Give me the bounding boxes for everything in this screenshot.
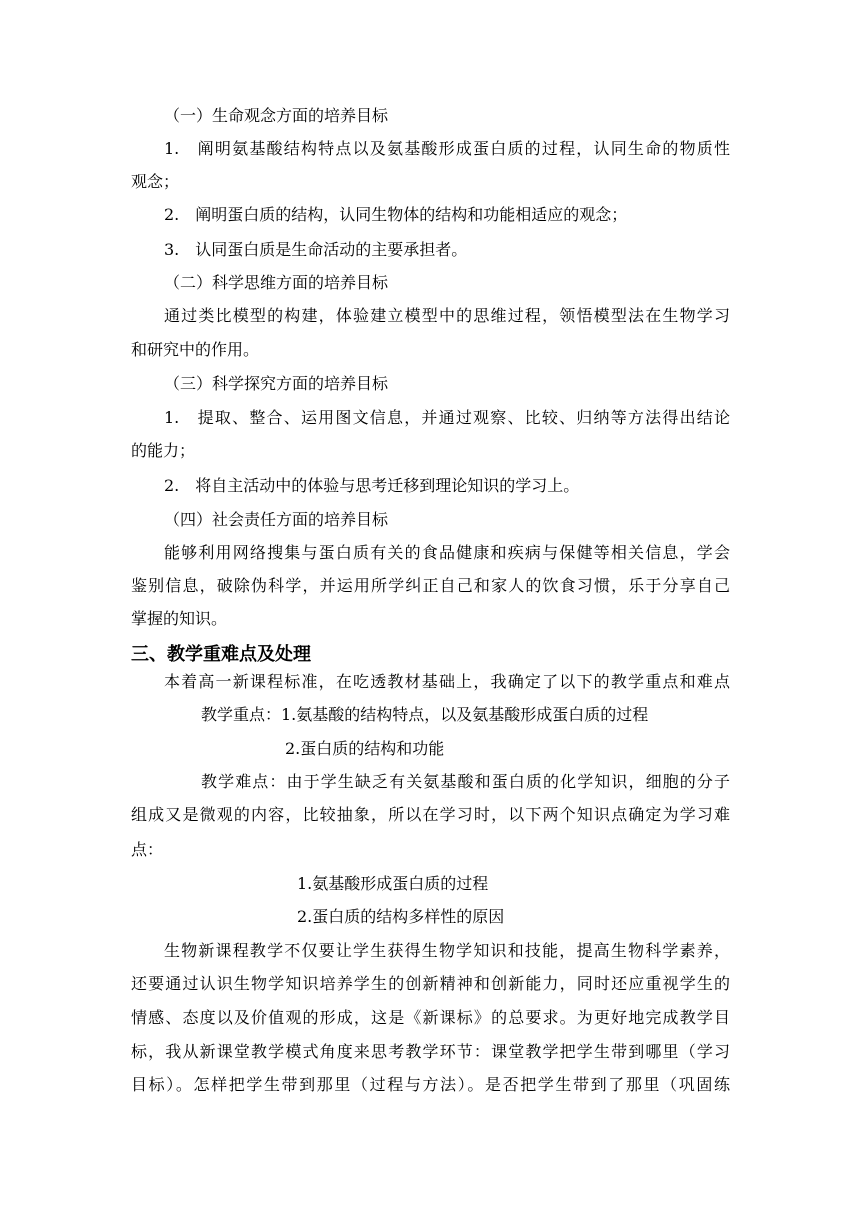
key-point-2: 2.蛋白质的结构和功能 [285, 739, 445, 758]
difficulty-text-end: 点： [131, 840, 164, 859]
difficulty-item-2: 2.蛋白质的结构多样性的原因 [297, 907, 505, 926]
part3-intro: 本着高一新课程标准，在吃透教材基础上，我确定了以下的教学重点和难点 [164, 672, 730, 691]
life-concept-item-1: 1. 阐明氨基酸结构特点以及氨基酸形成蛋白质的过程，认同生命的物质性 [164, 139, 730, 158]
scientific-inquiry-item-2: 2. 将自主活动中的体验与思考迁移到理论知识的学习上。 [164, 476, 580, 495]
summary-paragraph-line-3: 情感、态度以及价值观的形成，这是《新课标》的总要求。为更好地完成教学目 [131, 1008, 730, 1027]
summary-paragraph-line-4: 标，我从新课堂教学模式角度来思考教学环节：课堂教学把学生带到哪里（学习 [131, 1042, 730, 1061]
scientific-thinking-text: 通过类比模型的构建，体验建立模型中的思维过程，领悟模型法在生物学习 [164, 306, 730, 325]
summary-paragraph-line-5: 目标）。怎样把学生带到那里（过程与方法）。是否把学生带到了那里（巩固练 [131, 1075, 730, 1094]
difficulty-text: 教学难点：由于学生缺乏有关氨基酸和蛋白质的化学知识，细胞的分子 [201, 772, 730, 791]
difficulty-text-cont: 组成又是微观的内容，比较抽象，所以在学习时，以下两个知识点确定为学习难 [131, 805, 730, 824]
life-concept-item-3: 3. 认同蛋白质是生命活动的主要承担者。 [164, 240, 468, 259]
section-heading-scientific-thinking: （二）科学思维方面的培养目标 [164, 273, 389, 292]
section-heading-social-responsibility: （四）社会责任方面的培养目标 [164, 510, 389, 529]
key-point-1: 教学重点：1.氨基酸的结构特点，以及氨基酸形成蛋白质的过程 [201, 705, 649, 724]
scientific-inquiry-item-1: 1. 提取、整合、运用图文信息，并通过观察、比较、归纳等方法得出结论 [164, 408, 730, 427]
difficulty-item-1: 1.氨基酸形成蛋白质的过程 [297, 874, 489, 893]
life-concept-item-1-cont: 观念； [131, 172, 180, 191]
life-concept-item-2: 2. 阐明蛋白质的结构，认同生物体的结构和功能相适应的观念； [164, 205, 628, 224]
part3-title: 三、教学重难点及处理 [131, 644, 311, 665]
section-heading-life-concept: （一）生命观念方面的培养目标 [164, 106, 389, 125]
scientific-inquiry-item-1-cont: 的能力； [131, 441, 196, 460]
summary-paragraph-line-2: 还要通过认识生物学知识培养学生的创新精神和创新能力，同时还应重视学生的 [131, 974, 730, 993]
social-responsibility-text-cont: 鉴别信息，破除伪科学，并运用所学纠正自己和家人的饮食习惯，乐于分享自己 [131, 576, 730, 595]
social-responsibility-text: 能够利用网络搜集与蛋白质有关的食品健康和疾病与保健等相关信息，学会 [164, 543, 730, 562]
section-heading-scientific-inquiry: （三）科学探究方面的培养目标 [164, 374, 389, 393]
summary-paragraph-line-1: 生物新课程教学不仅要让学生获得生物学知识和技能，提高生物科学素养， [164, 941, 730, 960]
social-responsibility-text-end: 掌握的知识。 [131, 609, 228, 628]
scientific-thinking-text-cont: 和研究中的作用。 [131, 340, 260, 359]
